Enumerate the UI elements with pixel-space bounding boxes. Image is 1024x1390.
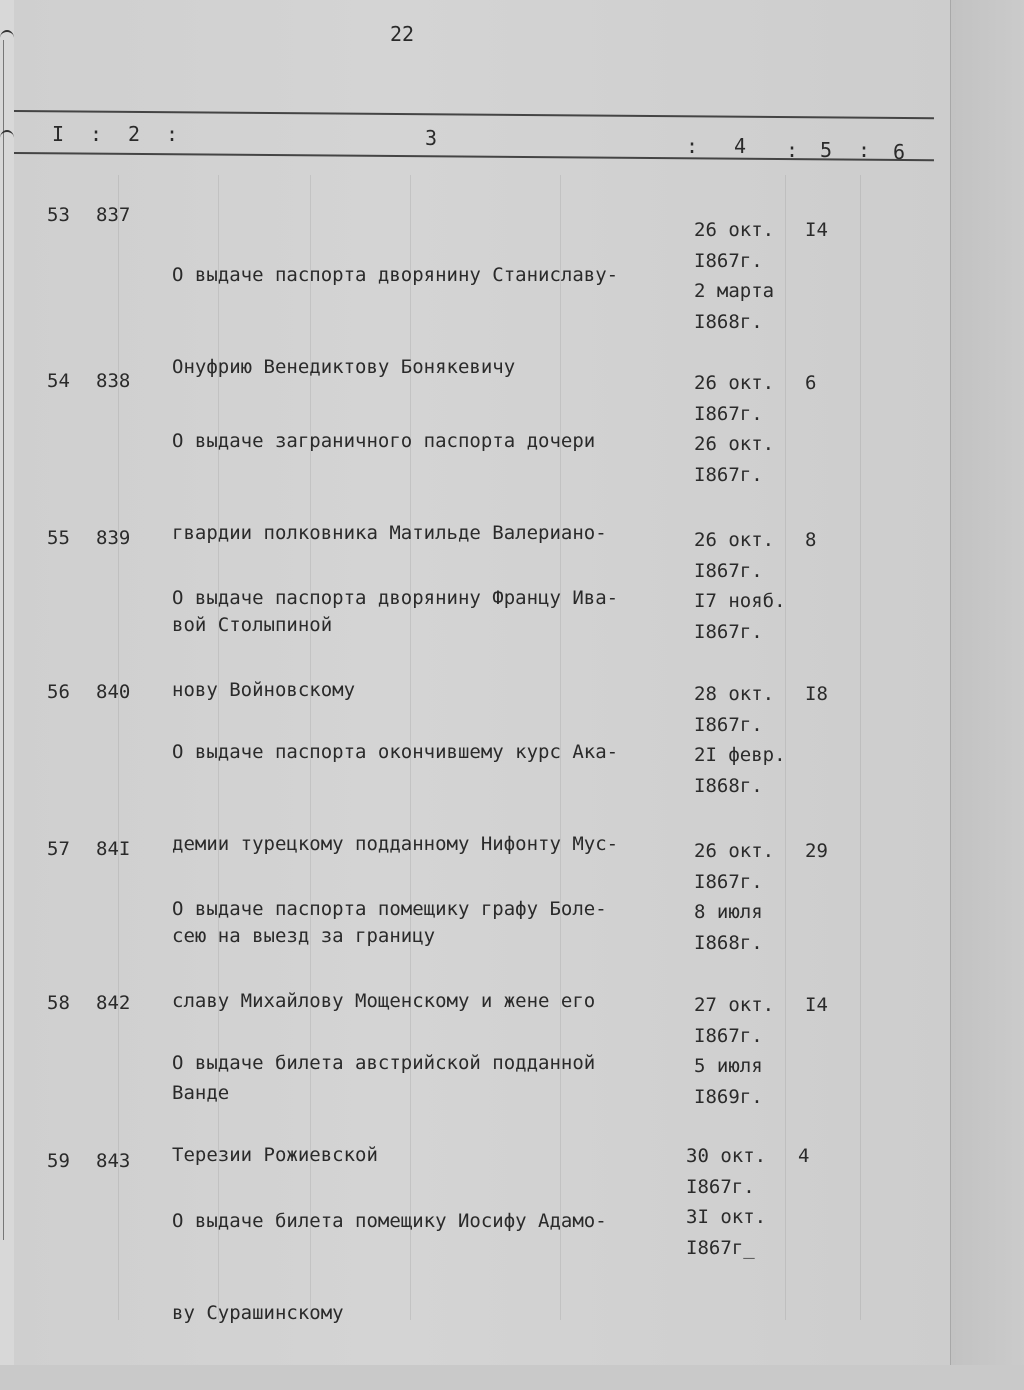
document-number: 843	[96, 1150, 131, 1172]
document-number: 840	[96, 681, 131, 703]
column-header-5: 5	[820, 138, 833, 162]
column-header-2: 2	[128, 122, 141, 146]
document-title: О выдаче паспорта окончившему курс Ака- демии турецкому подданному Нифонту Мус- сею на выезд за границу	[172, 741, 619, 947]
sheet-count: I8	[805, 683, 828, 705]
date-range: 28 окт. I867г. 2I февр. I868г.	[694, 683, 786, 797]
sheet-count: I4	[805, 219, 828, 241]
document-number: 838	[96, 370, 131, 392]
document-title: О выдаче паспорта дворянину Францу Ива- нову Войновскому	[172, 587, 619, 701]
column-header-3: 3	[425, 126, 438, 150]
column-separator: :	[858, 138, 871, 162]
row-number: 56	[47, 681, 70, 703]
next-page-edge	[950, 0, 1024, 1365]
page-number: 22	[390, 22, 415, 46]
row-number: 54	[47, 370, 70, 392]
row-number: 55	[47, 527, 70, 549]
date-range: 26 окт. I867г. I7 нояб. I867г.	[694, 529, 786, 643]
binder-ring	[0, 30, 14, 46]
column-separator: :	[786, 138, 799, 162]
sheet-count: I4	[805, 994, 828, 1016]
column-header-6: 6	[893, 140, 906, 164]
column-header-1: I	[52, 122, 65, 146]
date-range: 26 окт. I867г. 26 окт. I867г.	[694, 372, 775, 486]
column-header-4: 4	[734, 134, 747, 158]
column-separator: :	[686, 134, 699, 158]
row-number: 57	[47, 838, 70, 860]
document-title: О выдаче билета австрийской подданной Терезии Рожиевской	[172, 1052, 596, 1166]
document-number: 837	[96, 204, 131, 226]
document-title: О выдаче паспорта помещику графу Боле- славу Михайлову Мощенскому и жене его Ванде	[172, 898, 607, 1104]
binder-edge	[0, 0, 15, 1365]
date-range: 30 окт. I867г. 3I окт. I867г_	[686, 1145, 767, 1259]
document-number: 839	[96, 527, 131, 549]
date-range: 27 окт. I867г. 5 июля I869г.	[694, 994, 775, 1108]
row-number: 53	[47, 204, 70, 226]
document-title: О выдаче билета помещику Иосифу Адамо- ву Сурашинскому	[172, 1210, 607, 1324]
binder-ring	[0, 130, 14, 146]
date-range: 26 окт. I867г. 2 марта I868г.	[694, 219, 775, 333]
document-title: О выдаче заграничного паспорта дочери гвардии полковника Матильде Валериано- вой Столыпиной	[172, 430, 607, 636]
column-separator: :	[166, 122, 179, 146]
sheet-count: 6	[805, 372, 817, 394]
sheet-count: 8	[805, 529, 817, 551]
document-number: 84I	[96, 838, 131, 860]
date-range: 26 окт. I867г. 8 июля I868г.	[694, 840, 775, 954]
column-separator: :	[90, 122, 103, 146]
row-number: 58	[47, 992, 70, 1014]
sheet-count: 29	[805, 840, 828, 862]
sheet-count: 4	[798, 1145, 810, 1167]
document-number: 842	[96, 992, 131, 1014]
row-number: 59	[47, 1150, 70, 1172]
document-title: О выдаче паспорта дворянину Станиславу- Онуфрию Венедиктову Бонякевичу	[172, 264, 619, 378]
column-guide	[860, 175, 861, 1320]
